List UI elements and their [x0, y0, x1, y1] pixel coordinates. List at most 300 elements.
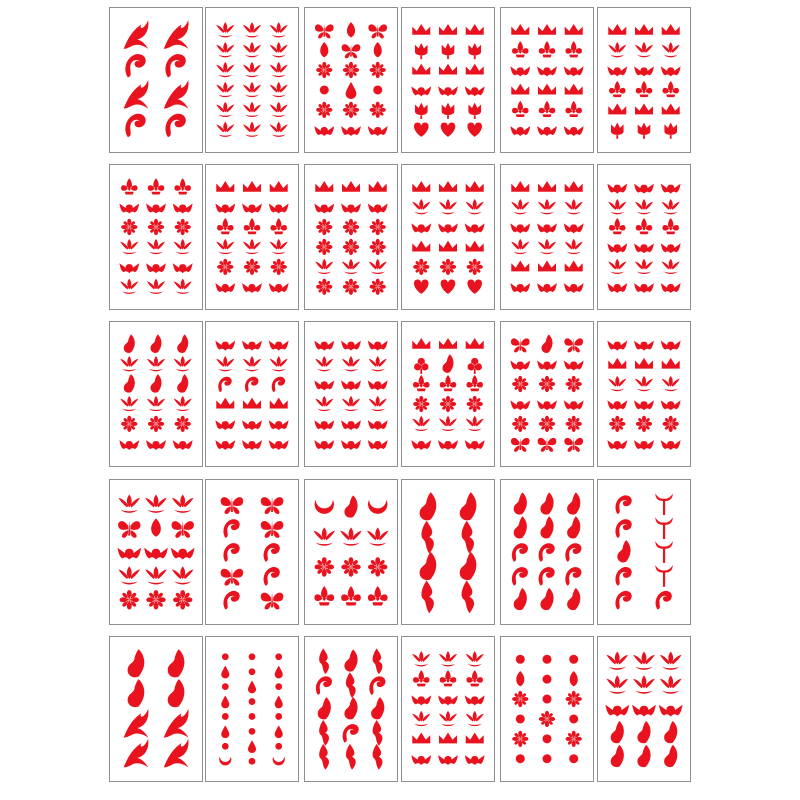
lotus-icon — [608, 42, 626, 57]
tattoo-sheet — [205, 321, 299, 467]
fleur-de-lis-icon — [609, 81, 625, 97]
lotus-icon — [607, 652, 629, 670]
flower-icon — [440, 396, 456, 412]
crown-icon — [608, 358, 626, 369]
lotus-icon — [172, 566, 194, 584]
dot-icon — [516, 655, 525, 664]
bat-wing-icon — [632, 705, 656, 717]
lotus-icon — [315, 356, 333, 371]
flame-icon — [150, 334, 161, 353]
heart-icon — [467, 123, 482, 137]
flame-icon — [611, 745, 624, 767]
flame-icon — [150, 374, 161, 393]
sheet-artwork — [402, 637, 494, 781]
bat-wing-icon — [661, 341, 681, 351]
swirl-icon — [245, 377, 258, 392]
flame-icon — [128, 649, 145, 677]
dot-icon — [542, 754, 551, 763]
tribal-icon — [319, 720, 329, 746]
tattoo-sheet — [401, 321, 495, 467]
flame-icon — [664, 721, 677, 743]
butterfly-icon — [564, 338, 583, 352]
crown-icon — [466, 733, 484, 744]
crown-icon — [635, 24, 653, 35]
tribal-icon — [421, 521, 433, 554]
bat-wing-icon — [341, 126, 361, 136]
bat-wing-icon — [564, 361, 584, 371]
crown-icon — [538, 84, 556, 95]
bat-wing-icon — [634, 400, 654, 410]
butterfly-icon — [564, 437, 583, 451]
flower-icon — [343, 279, 359, 295]
swirl-icon — [218, 377, 231, 392]
bat-wing-icon — [242, 440, 262, 450]
bud-icon — [570, 671, 578, 686]
tattoo-sheet — [304, 636, 398, 782]
flower-icon — [370, 279, 386, 295]
lotus-icon — [270, 356, 288, 371]
flower-icon — [512, 376, 528, 392]
flame-icon — [567, 588, 580, 610]
tattoo-sheet — [597, 636, 691, 782]
bat-wing-icon — [368, 420, 388, 430]
lotus-icon — [147, 356, 165, 371]
sheet-artwork — [598, 322, 690, 466]
crown-icon — [412, 241, 430, 252]
sheet-artwork — [598, 8, 690, 152]
bat-wing-icon — [411, 86, 431, 96]
flame-icon — [420, 552, 437, 580]
lotus-icon — [216, 62, 234, 77]
butterfly-icon — [368, 24, 387, 38]
butterfly-icon — [261, 497, 284, 514]
lotus-icon — [662, 42, 680, 57]
bat-wing-icon — [661, 184, 681, 194]
lotus-icon — [660, 675, 682, 693]
tattoo-sheet — [500, 164, 594, 310]
dot-icon — [222, 683, 229, 690]
crown-icon — [511, 24, 529, 35]
fleur-de-lis-icon — [148, 178, 164, 194]
lotus-icon — [314, 527, 336, 545]
lotus-icon — [439, 711, 457, 726]
dot-icon — [249, 758, 256, 765]
clover-icon — [414, 358, 428, 374]
crown-icon — [466, 241, 484, 252]
tattoo-sheet — [205, 636, 299, 782]
flame-icon — [540, 492, 553, 514]
lotus-icon — [119, 495, 141, 513]
swirl-icon — [223, 519, 239, 538]
sheet-artwork — [402, 8, 494, 152]
drop-icon — [275, 666, 283, 679]
lotus-icon — [243, 42, 261, 57]
flower-icon — [440, 259, 456, 275]
flame-icon — [567, 516, 580, 538]
crown-icon — [342, 181, 360, 192]
bat-wing-icon — [117, 548, 141, 560]
flower-icon — [539, 416, 555, 432]
tribal-icon — [319, 744, 329, 770]
bat-wing-icon — [564, 126, 584, 136]
tribal-icon — [373, 648, 383, 674]
bat-wing-icon — [314, 380, 334, 390]
bat-wing-icon — [146, 204, 166, 214]
lotus-icon — [315, 259, 333, 274]
flower-icon — [539, 376, 555, 392]
phoenix-icon — [164, 20, 189, 49]
bat-wing-icon — [269, 341, 289, 351]
dot-icon — [516, 754, 525, 763]
butterfly-icon — [511, 437, 530, 451]
bat-wing-icon — [537, 361, 557, 371]
dot-icon — [222, 653, 229, 660]
lotus-icon — [369, 396, 387, 411]
bat-wing-icon — [438, 223, 458, 233]
flame-icon — [124, 374, 135, 393]
butterfly-icon — [172, 521, 194, 538]
flower-icon — [566, 731, 582, 747]
tulip-icon — [442, 43, 455, 59]
lotus-icon — [466, 651, 484, 666]
fleur-de-lis-icon — [440, 375, 456, 391]
lotus-icon — [216, 122, 234, 137]
bat-wing-icon — [465, 223, 485, 233]
bat-wing-icon — [465, 755, 485, 765]
flower-icon — [343, 219, 359, 235]
bat-wing-icon — [341, 420, 361, 430]
bat-wing-icon — [341, 341, 361, 351]
lotus-icon — [439, 199, 457, 214]
lotus-icon — [174, 356, 192, 371]
bat-wing-icon — [510, 400, 530, 410]
butterfly-icon — [511, 338, 530, 352]
crown-icon — [270, 181, 288, 192]
crown-icon — [412, 24, 430, 35]
flower-icon — [467, 396, 483, 412]
dot-icon — [542, 655, 551, 664]
bat-wing-icon — [269, 204, 289, 214]
dot-icon — [569, 714, 578, 723]
fleur-de-lis-icon — [368, 586, 388, 605]
bat-wing-icon — [465, 695, 485, 705]
lotus-icon — [635, 376, 653, 391]
bat-wing-icon — [634, 440, 654, 450]
bat-wing-icon — [215, 341, 235, 351]
bat-wing-icon — [564, 283, 584, 293]
tattoo-sheet — [109, 636, 203, 782]
crown-icon — [635, 104, 653, 115]
tattoo-sheet — [304, 321, 398, 467]
horned-icon — [655, 493, 672, 515]
flame-icon — [344, 495, 357, 517]
tattoo-sheet — [401, 7, 495, 153]
crown-icon — [315, 181, 333, 192]
crown-icon — [608, 104, 626, 115]
sheet-artwork — [305, 322, 397, 466]
bat-wing-icon — [634, 66, 654, 76]
dot-icon — [275, 743, 282, 750]
lotus-icon — [369, 259, 387, 274]
bat-wing-icon — [564, 223, 584, 233]
tattoo-sheet — [304, 479, 398, 625]
bat-wing-icon — [368, 380, 388, 390]
fleur-de-lis-icon — [539, 101, 555, 117]
lotus-icon — [270, 102, 288, 117]
lotus-icon — [174, 279, 192, 294]
dot-icon — [249, 728, 256, 735]
bud-icon — [374, 42, 382, 57]
bat-wing-icon — [510, 66, 530, 76]
crown-icon — [565, 24, 583, 35]
flower-icon — [609, 416, 625, 432]
lotus-icon — [635, 42, 653, 57]
bat-wing-icon — [607, 283, 627, 293]
sheet-artwork — [598, 480, 690, 624]
crown-icon — [439, 338, 457, 349]
swirl-icon — [656, 591, 672, 610]
flower-icon — [217, 259, 233, 275]
lotus-icon — [412, 416, 430, 431]
tattoo-sheet — [205, 164, 299, 310]
crown-icon — [412, 733, 430, 744]
flower-icon — [244, 259, 260, 275]
drop-icon — [221, 695, 229, 708]
bat-wing-icon — [607, 400, 627, 410]
bat-wing-icon — [661, 66, 681, 76]
bat-wing-icon — [368, 440, 388, 450]
lotus-icon — [565, 199, 583, 214]
heart-icon — [441, 280, 456, 294]
tattoo-sheet — [500, 7, 594, 153]
lotus-icon — [120, 396, 138, 411]
flower-icon — [175, 416, 191, 432]
swirl-icon — [223, 591, 239, 610]
lotus-icon — [511, 239, 529, 254]
lotus-icon — [270, 22, 288, 37]
tulip-icon — [638, 123, 651, 139]
bat-wing-icon — [173, 263, 193, 273]
flame-icon — [637, 721, 650, 743]
bud-icon — [516, 671, 524, 686]
dot-icon — [569, 754, 578, 763]
lotus-icon — [270, 82, 288, 97]
sheet-artwork — [305, 165, 397, 309]
tattoo-sheet — [109, 479, 203, 625]
drop-icon — [248, 681, 256, 694]
horned-icon — [655, 565, 672, 587]
sheet-artwork — [206, 322, 298, 466]
dot-icon — [275, 683, 282, 690]
fleur-de-lis-icon — [314, 586, 334, 605]
sheet-artwork — [110, 322, 202, 466]
dot-icon — [249, 653, 256, 660]
flower-icon — [316, 219, 332, 235]
heart-icon — [441, 123, 456, 137]
butterfly-icon — [538, 437, 557, 451]
moon-icon — [368, 500, 387, 514]
flame-icon — [168, 679, 185, 707]
crown-icon — [439, 64, 457, 75]
dot-icon — [542, 734, 551, 743]
bat-wing-icon — [537, 283, 557, 293]
lotus-icon — [466, 416, 484, 431]
tribal-icon — [319, 648, 329, 674]
lotus-icon — [216, 356, 234, 371]
tattoo-sheet — [597, 321, 691, 467]
lotus-icon — [412, 199, 430, 214]
dot-icon — [249, 713, 256, 720]
sheet-artwork — [501, 637, 593, 781]
flame-icon — [124, 334, 135, 353]
flower-icon — [368, 557, 387, 576]
bat-wing-icon — [411, 440, 431, 450]
bat-wing-icon — [607, 243, 627, 253]
tattoo-sheet — [500, 321, 594, 467]
sheet-artwork — [206, 8, 298, 152]
lotus-icon — [216, 102, 234, 117]
bud-icon — [347, 22, 355, 37]
bat-wing-icon — [634, 283, 654, 293]
bat-wing-icon — [314, 420, 334, 430]
flower-icon — [370, 102, 386, 118]
fleur-de-lis-icon — [413, 670, 429, 686]
tulip-icon — [468, 103, 481, 119]
swirl-icon — [165, 114, 185, 137]
bat-wing-icon — [510, 283, 530, 293]
lotus-icon — [607, 675, 629, 693]
tribal-icon — [346, 672, 356, 698]
lotus-icon — [243, 22, 261, 37]
fleur-de-lis-icon — [539, 41, 555, 57]
lotus-icon — [538, 199, 556, 214]
swirl-icon — [125, 54, 145, 77]
bat-wing-icon — [607, 341, 627, 351]
bat-wing-icon — [119, 440, 139, 450]
bat-wing-icon — [119, 204, 139, 214]
tattoo-sheet — [401, 636, 495, 782]
crown-icon — [466, 24, 484, 35]
sheet-artwork — [305, 8, 397, 152]
lotus-icon — [243, 102, 261, 117]
tattoo-sheet — [304, 164, 398, 310]
flower-icon — [121, 416, 137, 432]
dot-icon — [249, 668, 256, 675]
lotus-icon — [243, 122, 261, 137]
fleur-de-lis-icon — [565, 101, 581, 117]
sheet-artwork — [110, 480, 202, 624]
moon-icon — [315, 500, 334, 514]
lotus-icon — [243, 82, 261, 97]
tribal-icon — [462, 581, 474, 614]
crown-icon — [608, 24, 626, 35]
flower-icon — [663, 416, 679, 432]
bat-wing-icon — [269, 440, 289, 450]
swirl-icon — [369, 676, 385, 694]
lotus-icon — [565, 239, 583, 254]
lotus-icon — [216, 22, 234, 37]
tulip-icon — [442, 103, 455, 119]
lotus-icon — [412, 711, 430, 726]
bat-wing-icon — [314, 126, 334, 136]
lotus-icon — [633, 675, 655, 693]
sheet-artwork — [402, 480, 494, 624]
lotus-icon — [412, 651, 430, 666]
tattoo-sheet — [401, 479, 495, 625]
bat-wing-icon — [368, 126, 388, 136]
lotus-icon — [119, 566, 141, 584]
flower-icon — [343, 239, 359, 255]
fleur-de-lis-icon — [341, 586, 361, 605]
fleur-de-lis-icon — [466, 375, 482, 391]
flame-icon — [664, 745, 677, 767]
flame-icon — [540, 588, 553, 610]
crown-icon — [538, 24, 556, 35]
lotus-icon — [367, 527, 389, 545]
flame-icon — [567, 492, 580, 514]
bat-wing-icon — [146, 263, 166, 273]
bat-wing-icon — [119, 263, 139, 273]
lotus-icon — [216, 239, 234, 254]
fleur-de-lis-icon — [662, 218, 678, 234]
bat-wing-icon — [215, 420, 235, 430]
lotus-icon — [270, 239, 288, 254]
flame-icon — [177, 374, 188, 393]
bat-wing-icon — [242, 341, 262, 351]
crown-icon — [412, 181, 430, 192]
flame-icon — [460, 552, 477, 580]
crown-icon — [270, 398, 288, 409]
bat-wing-icon — [661, 243, 681, 253]
swirl-icon — [615, 495, 631, 514]
lotus-icon — [172, 495, 194, 513]
dot-icon — [516, 714, 525, 723]
butterfly-icon — [261, 521, 284, 538]
butterfly-icon — [315, 24, 334, 38]
fleur-de-lis-icon — [636, 81, 652, 97]
flame-icon — [318, 697, 331, 719]
fleur-de-lis-icon — [636, 218, 652, 234]
bat-wing-icon — [605, 705, 629, 717]
flame-icon — [540, 516, 553, 538]
lotus-icon — [315, 396, 333, 411]
flame-icon — [344, 697, 357, 719]
crown-icon — [511, 181, 529, 192]
lotus-icon — [466, 199, 484, 214]
lotus-icon — [608, 259, 626, 274]
tattoo-sheet — [109, 7, 203, 153]
swirl-icon — [539, 567, 555, 585]
phoenix-icon — [124, 80, 149, 109]
crown-icon — [635, 358, 653, 369]
lotus-icon — [660, 652, 682, 670]
sheet-artwork — [501, 8, 593, 152]
crown-icon — [412, 338, 430, 349]
lotus-icon — [342, 356, 360, 371]
tribal-icon — [346, 744, 356, 770]
bat-wing-icon — [564, 66, 584, 76]
bat-wing-icon — [438, 755, 458, 765]
bat-wing-icon — [510, 223, 530, 233]
lotus-icon — [243, 62, 261, 77]
sheet-artwork — [501, 480, 593, 624]
sheet-artwork — [305, 637, 397, 781]
tattoo-sheet — [597, 7, 691, 153]
tribal-icon — [421, 581, 433, 614]
sheet-artwork — [206, 480, 298, 624]
dot-icon — [249, 698, 256, 705]
bat-wing-icon — [341, 380, 361, 390]
